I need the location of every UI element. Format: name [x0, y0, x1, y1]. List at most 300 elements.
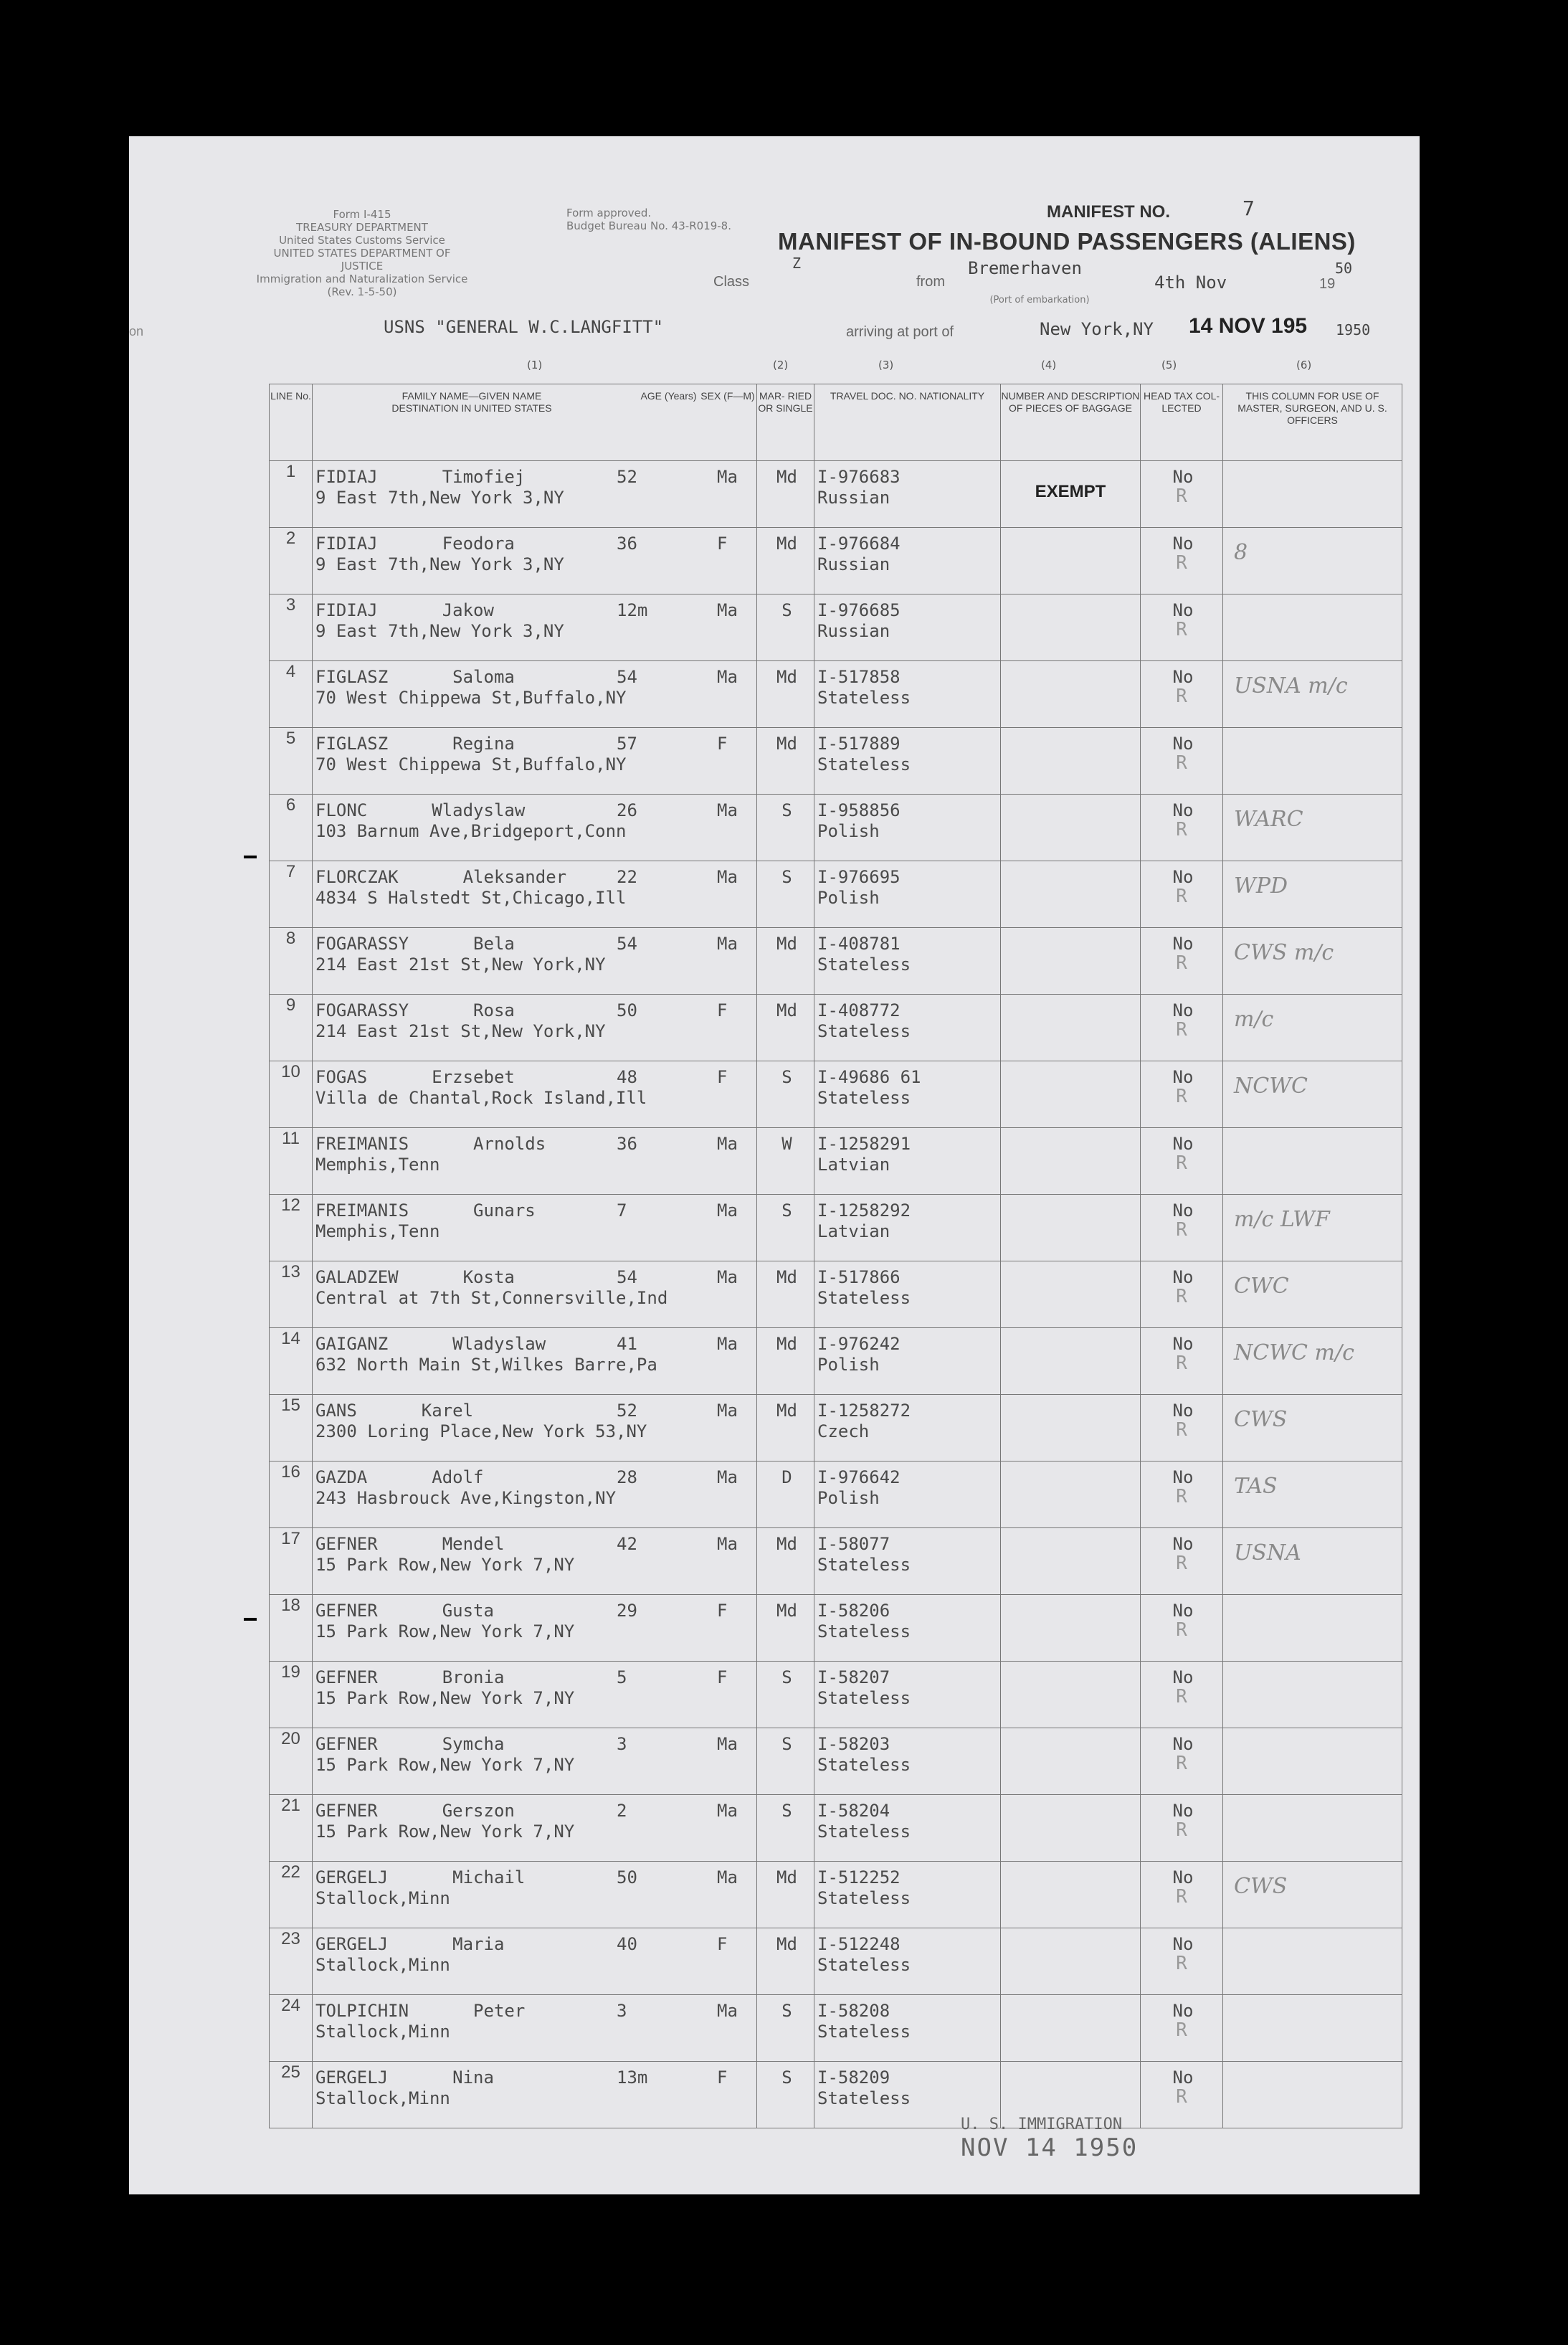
- name-destination-cell: [313, 1595, 757, 1662]
- head-tax: No: [1172, 667, 1194, 687]
- officer-remark: WARC: [1234, 807, 1303, 832]
- header-remarks: THIS COLUMN FOR USE OF MASTER, SURGEON, AND U. S. OFFICERS: [1223, 384, 1402, 461]
- header-head-tax: HEAD TAX COL- LECTED: [1141, 384, 1223, 461]
- travel-doc-number: I-517889: [817, 734, 901, 754]
- handwritten-check: R: [1176, 485, 1187, 507]
- name-destination-cell: [313, 594, 757, 661]
- handwritten-check: R: [1176, 1152, 1187, 1174]
- given-name: Jakow: [442, 600, 494, 620]
- officer-remark: [1223, 594, 1402, 609]
- marital-status-cell: [757, 1995, 814, 2062]
- age: 2: [617, 1801, 627, 1821]
- marital-status-cell: [757, 1462, 814, 1528]
- baggage-cell: [1001, 1528, 1141, 1595]
- header-destination: DESTINATION IN UNITED STATES: [391, 402, 552, 414]
- column-number-6: (6): [1296, 359, 1312, 371]
- head-tax: No: [1172, 867, 1194, 887]
- remarks-cell: [1223, 1795, 1402, 1862]
- family-name: FIGLASZ: [315, 667, 389, 687]
- line-number: 23: [270, 1928, 313, 1995]
- head-tax-cell: [1141, 528, 1223, 594]
- header-baggage: NUMBER AND DESCRIPTION OF PIECES OF BAGGAGE: [1001, 384, 1141, 461]
- family-name: GANS: [315, 1401, 357, 1421]
- marital-status: Md: [776, 1000, 797, 1020]
- line-number: 8: [270, 928, 313, 995]
- table-row: [270, 728, 1402, 795]
- sex: Ma: [717, 934, 738, 954]
- name-destination-cell: [313, 928, 757, 995]
- age: 29: [617, 1601, 637, 1621]
- given-name: Adolf: [432, 1467, 484, 1487]
- marital-status: S: [781, 1734, 792, 1754]
- travel-doc-number: I-58206: [817, 1601, 890, 1621]
- baggage-description: EXEMPT: [1035, 482, 1106, 501]
- handwritten-check: R: [1176, 1419, 1187, 1441]
- officer-remark: [1223, 728, 1402, 742]
- marital-status-cell: [757, 2062, 814, 2128]
- given-name: Feodora: [442, 534, 515, 554]
- immigration-stamp: [961, 2116, 1138, 2162]
- line-number: 24: [270, 1995, 313, 2062]
- sex: Ma: [717, 467, 738, 487]
- sex: Ma: [717, 1467, 738, 1487]
- family-name: TOLPICHIN: [315, 2001, 409, 2021]
- given-name: Gerszon: [442, 1801, 515, 1821]
- travel-doc-cell: [814, 1862, 1001, 1928]
- name-destination-cell: [313, 1795, 757, 1862]
- marital-status: W: [781, 1134, 792, 1154]
- head-tax: No: [1172, 1200, 1194, 1221]
- officer-remark: [1223, 1662, 1402, 1676]
- sex: F: [717, 1601, 728, 1621]
- travel-doc-cell: [814, 528, 1001, 594]
- head-tax-cell: [1141, 1595, 1223, 1662]
- marital-status-cell: [757, 995, 814, 1061]
- nationality: Russian: [817, 488, 890, 508]
- header-line-no: LINE No.: [270, 384, 313, 461]
- baggage-cell: [1001, 1261, 1141, 1328]
- family-name: FREIMANIS: [315, 1134, 409, 1154]
- justice-department: UNITED STATES DEPARTMENT OF JUSTICE: [273, 247, 451, 273]
- marital-status-cell: [757, 728, 814, 795]
- baggage-cell: [1001, 795, 1141, 861]
- head-tax: No: [1172, 1734, 1194, 1754]
- handwritten-check: R: [1176, 1553, 1187, 1574]
- head-tax-cell: [1141, 461, 1223, 528]
- family-name: GEFNER: [315, 1601, 378, 1621]
- age: 52: [617, 467, 637, 487]
- line-number: 13: [270, 1261, 313, 1328]
- given-name: Nina: [452, 2067, 494, 2088]
- marital-status: Md: [776, 1934, 797, 1954]
- travel-doc-cell: [814, 1995, 1001, 2062]
- given-name: Michail: [452, 1867, 526, 1887]
- head-tax: No: [1172, 534, 1194, 554]
- sex: F: [717, 2067, 728, 2088]
- sex: Ma: [717, 800, 738, 820]
- baggage-cell: [1001, 1595, 1141, 1662]
- marital-status-cell: [757, 1728, 814, 1795]
- head-tax: No: [1172, 1267, 1194, 1287]
- marital-status-cell: [757, 1795, 814, 1862]
- line-number: 15: [270, 1395, 313, 1462]
- given-name: Timofiej: [442, 467, 526, 487]
- name-destination-cell: [313, 1928, 757, 1995]
- remarks-cell: [1223, 594, 1402, 661]
- line-number: 11: [270, 1128, 313, 1195]
- revision-date: (Rev. 1-5-50): [327, 285, 397, 298]
- baggage-cell: [1001, 1995, 1141, 2062]
- travel-doc-number: I-976695: [817, 867, 901, 887]
- marital-status-cell: [757, 1528, 814, 1595]
- age: 13m: [617, 2067, 648, 2088]
- given-name: Symcha: [442, 1734, 505, 1754]
- travel-doc-number: I-58204: [817, 1801, 890, 1821]
- travel-doc-cell: [814, 1795, 1001, 1862]
- travel-doc-number: I-58209: [817, 2067, 890, 2088]
- baggage-cell: [1001, 1728, 1141, 1795]
- nationality: Russian: [817, 621, 890, 641]
- marital-status-cell: [757, 1261, 814, 1328]
- remarks-cell: [1223, 795, 1402, 861]
- line-number: 6: [270, 795, 313, 861]
- head-tax: No: [1172, 1534, 1194, 1554]
- table-row: [270, 1662, 1402, 1728]
- given-name: Maria: [452, 1934, 505, 1954]
- age: 12m: [617, 600, 648, 620]
- sex: Ma: [717, 1801, 738, 1821]
- marital-status: Md: [776, 934, 797, 954]
- given-name: Gunars: [473, 1200, 536, 1221]
- from-label: from: [916, 274, 945, 290]
- marital-status-cell: [757, 861, 814, 928]
- table-row: [270, 461, 1402, 528]
- officer-remark: [1223, 2062, 1402, 2076]
- baggage-cell: [1001, 594, 1141, 661]
- given-name: Kosta: [462, 1267, 515, 1287]
- nationality: Polish: [817, 888, 880, 908]
- age: 41: [617, 1334, 637, 1354]
- officer-remark: USNA m/c: [1234, 673, 1348, 698]
- head-tax: No: [1172, 1601, 1194, 1621]
- line-number: 19: [270, 1662, 313, 1728]
- officer-remark: m/c LWF: [1234, 1207, 1330, 1232]
- marital-status: S: [781, 1200, 792, 1221]
- remarks-cell: [1223, 2062, 1402, 2128]
- destination: 15 Park Row,New York 7,NY: [315, 1621, 575, 1642]
- officer-remark: [1223, 1728, 1402, 1743]
- sex: Ma: [717, 1401, 738, 1421]
- nationality: Stateless: [817, 1288, 911, 1308]
- family-name: FLONC: [315, 800, 368, 820]
- age: 52: [617, 1401, 637, 1421]
- budget-approval: Form approved. Budget Bureau No. 43-R019-8.: [566, 207, 731, 232]
- given-name: Mendel: [442, 1534, 505, 1554]
- officer-remark: CWC: [1234, 1274, 1289, 1299]
- baggage-cell: [1001, 1195, 1141, 1261]
- travel-doc-cell: [814, 1595, 1001, 1662]
- head-tax: No: [1172, 1801, 1194, 1821]
- age: 3: [617, 1734, 627, 1754]
- given-name: Arnolds: [473, 1134, 546, 1154]
- margin-mark: [244, 1618, 257, 1621]
- destination: 214 East 21st St,New York,NY: [315, 954, 606, 975]
- nationality: Stateless: [817, 954, 911, 975]
- head-tax-cell: [1141, 1061, 1223, 1128]
- table-row: [270, 528, 1402, 594]
- sex: Ma: [717, 1534, 738, 1554]
- marital-status: S: [781, 1067, 792, 1087]
- handwritten-check: R: [1176, 1953, 1187, 1974]
- head-tax-cell: [1141, 1128, 1223, 1195]
- age: 36: [617, 534, 637, 554]
- age: 57: [617, 734, 637, 754]
- travel-doc-cell: [814, 1128, 1001, 1195]
- head-tax-cell: [1141, 728, 1223, 795]
- marital-status: Md: [776, 534, 797, 554]
- travel-doc-number: I-512252: [817, 1867, 901, 1887]
- head-tax: No: [1172, 934, 1194, 954]
- travel-doc-cell: [814, 1328, 1001, 1395]
- name-destination-cell: [313, 1462, 757, 1528]
- travel-doc-number: I-517858: [817, 667, 901, 687]
- departure-year: 50: [1335, 260, 1353, 277]
- family-name: FIDIAJ: [315, 467, 378, 487]
- family-name: GAIGANZ: [315, 1334, 389, 1354]
- table-row: [270, 1462, 1402, 1528]
- family-name: FIGLASZ: [315, 734, 389, 754]
- nationality: Stateless: [817, 1021, 911, 1041]
- given-name: Saloma: [452, 667, 515, 687]
- marital-status: Md: [776, 1601, 797, 1621]
- travel-doc-cell: [814, 1195, 1001, 1261]
- age: 50: [617, 1867, 637, 1887]
- given-name: Erzsebet: [432, 1067, 515, 1087]
- head-tax: No: [1172, 800, 1194, 820]
- remarks-cell: [1223, 1862, 1402, 1928]
- travel-doc-number: I-976683: [817, 467, 901, 487]
- family-name: GERGELJ: [315, 1867, 389, 1887]
- handwritten-check: R: [1176, 1486, 1187, 1507]
- family-name: FREIMANIS: [315, 1200, 409, 1221]
- travel-doc-cell: [814, 461, 1001, 528]
- nationality: Stateless: [817, 2088, 911, 2108]
- table-row: [270, 928, 1402, 995]
- remarks-cell: [1223, 1195, 1402, 1261]
- line-number: 25: [270, 2062, 313, 2128]
- baggage-cell: [1001, 1462, 1141, 1528]
- travel-doc-cell: [814, 1928, 1001, 1995]
- baggage-cell: [1001, 1928, 1141, 1995]
- head-tax-cell: [1141, 995, 1223, 1061]
- travel-doc-number: I-1258292: [817, 1200, 911, 1221]
- baggage-cell: [1001, 1328, 1141, 1395]
- destination: 9 East 7th,New York 3,NY: [315, 621, 564, 641]
- header-name: FAMILY NAME—GIVEN NAME: [401, 390, 542, 402]
- marital-status: Md: [776, 1534, 797, 1554]
- arrival-year: 1950: [1336, 321, 1371, 338]
- remarks-cell: [1223, 1662, 1402, 1728]
- class-label: Class: [713, 274, 750, 290]
- marital-status: Md: [776, 1334, 797, 1354]
- sex: F: [717, 534, 728, 554]
- officer-remark: USNA: [1234, 1540, 1301, 1565]
- family-name: FOGARASSY: [315, 1000, 409, 1020]
- travel-doc-cell: [814, 1462, 1001, 1528]
- table-row: [270, 594, 1402, 661]
- travel-doc-cell: [814, 661, 1001, 728]
- travel-doc-cell: [814, 795, 1001, 861]
- officer-remark: m/c: [1234, 1007, 1274, 1032]
- name-destination-cell: [313, 1128, 757, 1195]
- baggage-cell: [1001, 995, 1141, 1061]
- travel-doc-number: I-976685: [817, 600, 901, 620]
- nationality: Polish: [817, 1355, 880, 1375]
- nationality: Stateless: [817, 1955, 911, 1975]
- officer-remark: [1223, 1595, 1402, 1609]
- head-tax: No: [1172, 1000, 1194, 1020]
- remarks-cell: [1223, 1261, 1402, 1328]
- head-tax-cell: [1141, 1928, 1223, 1995]
- marital-status: Md: [776, 467, 797, 487]
- baggage-cell: [1001, 661, 1141, 728]
- marital-status-cell: [757, 1061, 814, 1128]
- customs-service: United States Customs Service: [279, 234, 445, 247]
- stamp-text: U. S. IMMIGRATION: [961, 2116, 1123, 2133]
- line-number: 22: [270, 1862, 313, 1928]
- age: 54: [617, 667, 637, 687]
- age: 54: [617, 1267, 637, 1287]
- remarks-cell: [1223, 728, 1402, 795]
- name-destination-cell: [313, 1328, 757, 1395]
- marital-status: S: [781, 600, 792, 620]
- name-destination-cell: [313, 461, 757, 528]
- handwritten-check: R: [1176, 752, 1187, 774]
- head-tax-cell: [1141, 1528, 1223, 1595]
- travel-doc-cell: [814, 1395, 1001, 1462]
- line-number: 10: [270, 1061, 313, 1128]
- page-title: MANIFEST OF IN-BOUND PASSENGERS (ALIENS): [778, 228, 1356, 255]
- officer-remark: [1223, 1795, 1402, 1809]
- marital-status-cell: [757, 795, 814, 861]
- name-destination-cell: [313, 528, 757, 594]
- officer-remark: CWS: [1234, 1407, 1288, 1432]
- travel-doc-cell: [814, 594, 1001, 661]
- head-tax: No: [1172, 1934, 1194, 1954]
- sex: Ma: [717, 1734, 738, 1754]
- travel-doc-number: I-958856: [817, 800, 901, 820]
- remarks-cell: [1223, 995, 1402, 1061]
- header-married: MAR- RIED OR SINGLE: [757, 384, 814, 461]
- marital-status-cell: [757, 1928, 814, 1995]
- travel-doc-number: I-58203: [817, 1734, 890, 1754]
- nationality: Latvian: [817, 1155, 890, 1175]
- table-row: [270, 1195, 1402, 1261]
- handwritten-check: R: [1176, 1019, 1187, 1041]
- name-destination-cell: [313, 995, 757, 1061]
- family-name: GEFNER: [315, 1667, 378, 1687]
- nationality: Stateless: [817, 1688, 911, 1708]
- travel-doc-cell: [814, 1528, 1001, 1595]
- manifest-page: [129, 136, 1420, 2194]
- destination: Villa de Chantal,Rock Island,Ill: [315, 1088, 647, 1108]
- nationality: Stateless: [817, 1555, 911, 1575]
- family-name: GEFNER: [315, 1534, 378, 1554]
- table-row: [270, 2062, 1402, 2128]
- handwritten-check: R: [1176, 1686, 1187, 1707]
- destination: 632 North Main St,Wilkes Barre,Pa: [315, 1355, 657, 1375]
- handwritten-check: R: [1176, 1819, 1187, 1841]
- baggage-cell: [1001, 1395, 1141, 1462]
- handwritten-check: R: [1176, 1086, 1187, 1107]
- baggage-cell: [1001, 1662, 1141, 1728]
- table-row: [270, 1261, 1402, 1328]
- sex: Ma: [717, 1267, 738, 1287]
- table-row: [270, 1128, 1402, 1195]
- nationality: Russian: [817, 554, 890, 574]
- handwritten-check: R: [1176, 1753, 1187, 1774]
- marital-status: S: [781, 1801, 792, 1821]
- officer-remark: CWS: [1234, 1874, 1288, 1899]
- table-row: [270, 795, 1402, 861]
- vessel-name: USNS "GENERAL W.C.LANGFITT": [384, 317, 664, 337]
- travel-doc-number: I-49686 61: [817, 1067, 921, 1087]
- age: 5: [617, 1667, 627, 1687]
- class-value: Z: [792, 255, 802, 272]
- sex: Ma: [717, 667, 738, 687]
- line-number: 4: [270, 661, 313, 728]
- head-tax: No: [1172, 734, 1194, 754]
- remarks-cell: [1223, 1328, 1402, 1395]
- remarks-cell: [1223, 1128, 1402, 1195]
- marital-status: D: [781, 1467, 792, 1487]
- table-row: [270, 661, 1402, 728]
- line-number: 21: [270, 1795, 313, 1862]
- sex: Ma: [717, 1134, 738, 1154]
- header-travel-doc: TRAVEL DOC. NO. NATIONALITY: [814, 384, 1001, 461]
- family-name: GEFNER: [315, 1734, 378, 1754]
- name-destination-cell: [313, 1995, 757, 2062]
- line-number: 12: [270, 1195, 313, 1261]
- marital-status: S: [781, 1667, 792, 1687]
- destination: Memphis,Tenn: [315, 1221, 440, 1241]
- travel-doc-number: I-58207: [817, 1667, 890, 1687]
- age: 28: [617, 1467, 637, 1487]
- travel-doc-cell: [814, 1662, 1001, 1728]
- family-name: FIDIAJ: [315, 534, 378, 554]
- travel-doc-cell: [814, 995, 1001, 1061]
- baggage-cell: [1001, 1128, 1141, 1195]
- table-row: [270, 1862, 1402, 1928]
- sex: Ma: [717, 2001, 738, 2021]
- name-destination-cell: [313, 1395, 757, 1462]
- officer-remark: 8: [1234, 540, 1248, 565]
- destination: 214 East 21st St,New York,NY: [315, 1021, 606, 1041]
- marital-status-cell: [757, 928, 814, 995]
- given-name: Wladyslaw: [452, 1334, 546, 1354]
- remarks-cell: [1223, 1928, 1402, 1995]
- destination: 70 West Chippewa St,Buffalo,NY: [315, 688, 627, 708]
- nationality: Stateless: [817, 754, 911, 774]
- travel-doc-cell: [814, 1261, 1001, 1328]
- family-name: GERGELJ: [315, 2067, 389, 2088]
- head-tax-cell: [1141, 1328, 1223, 1395]
- table-row: [270, 1995, 1402, 2062]
- travel-doc-number: I-58208: [817, 2001, 890, 2021]
- head-tax: No: [1172, 1134, 1194, 1154]
- baggage-cell: [1001, 1862, 1141, 1928]
- line-number: 17: [270, 1528, 313, 1595]
